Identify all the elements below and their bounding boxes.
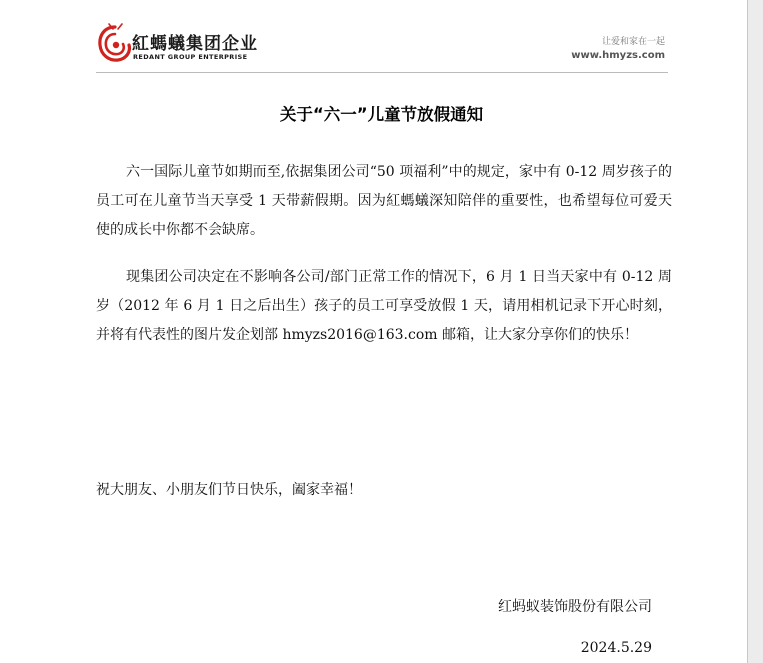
notice-date: 2024.5.29 bbox=[580, 640, 652, 656]
logo-name-cn: 紅螞蟻集团企业 bbox=[132, 34, 258, 54]
slogan: 让爱和家在一起 bbox=[601, 37, 665, 47]
company-logo bbox=[96, 23, 256, 67]
red-ant-swirl-icon bbox=[96, 23, 134, 65]
header-divider bbox=[96, 72, 668, 73]
paragraph: 现集团公司决定在不影响各公司/部门正常工作的情况下，6 月 1 日当天家中有 0-12 周岁（2012 年 6 月 1 日之后出生）孩子的员工可享受放假 1 天，请用相机记录下开心时刻，并将有代表性的图片发企划部 hmyzs2016@163.com 邮箱，让大家分享你们的快乐！ bbox=[96, 269, 672, 343]
notice-body bbox=[96, 158, 672, 368]
paragraph: 六一国际儿童节如期而至,依据集团公司“50 项福利”中的规定，家中有 0-12 周岁孩子的员工可在儿童节当天享受 1 天带薪假期。因为紅螞蟻深知陪伴的重要性，也希望每位可爱天使的成长中你都不会缺席。 bbox=[96, 164, 672, 238]
website-link: www.hmyzs.com bbox=[571, 50, 665, 61]
header-contact bbox=[571, 36, 665, 64]
notice-title: 关于“六一”儿童节放假通知 bbox=[279, 105, 484, 124]
company-signature: 红蚂蚁装饰股份有限公司 bbox=[498, 599, 652, 615]
greeting-line: 祝大朋友、小朋友们节日快乐，阖家幸福！ bbox=[96, 482, 362, 498]
logo-name-en: REDANT GROUP ENTERPRISE bbox=[133, 53, 248, 61]
